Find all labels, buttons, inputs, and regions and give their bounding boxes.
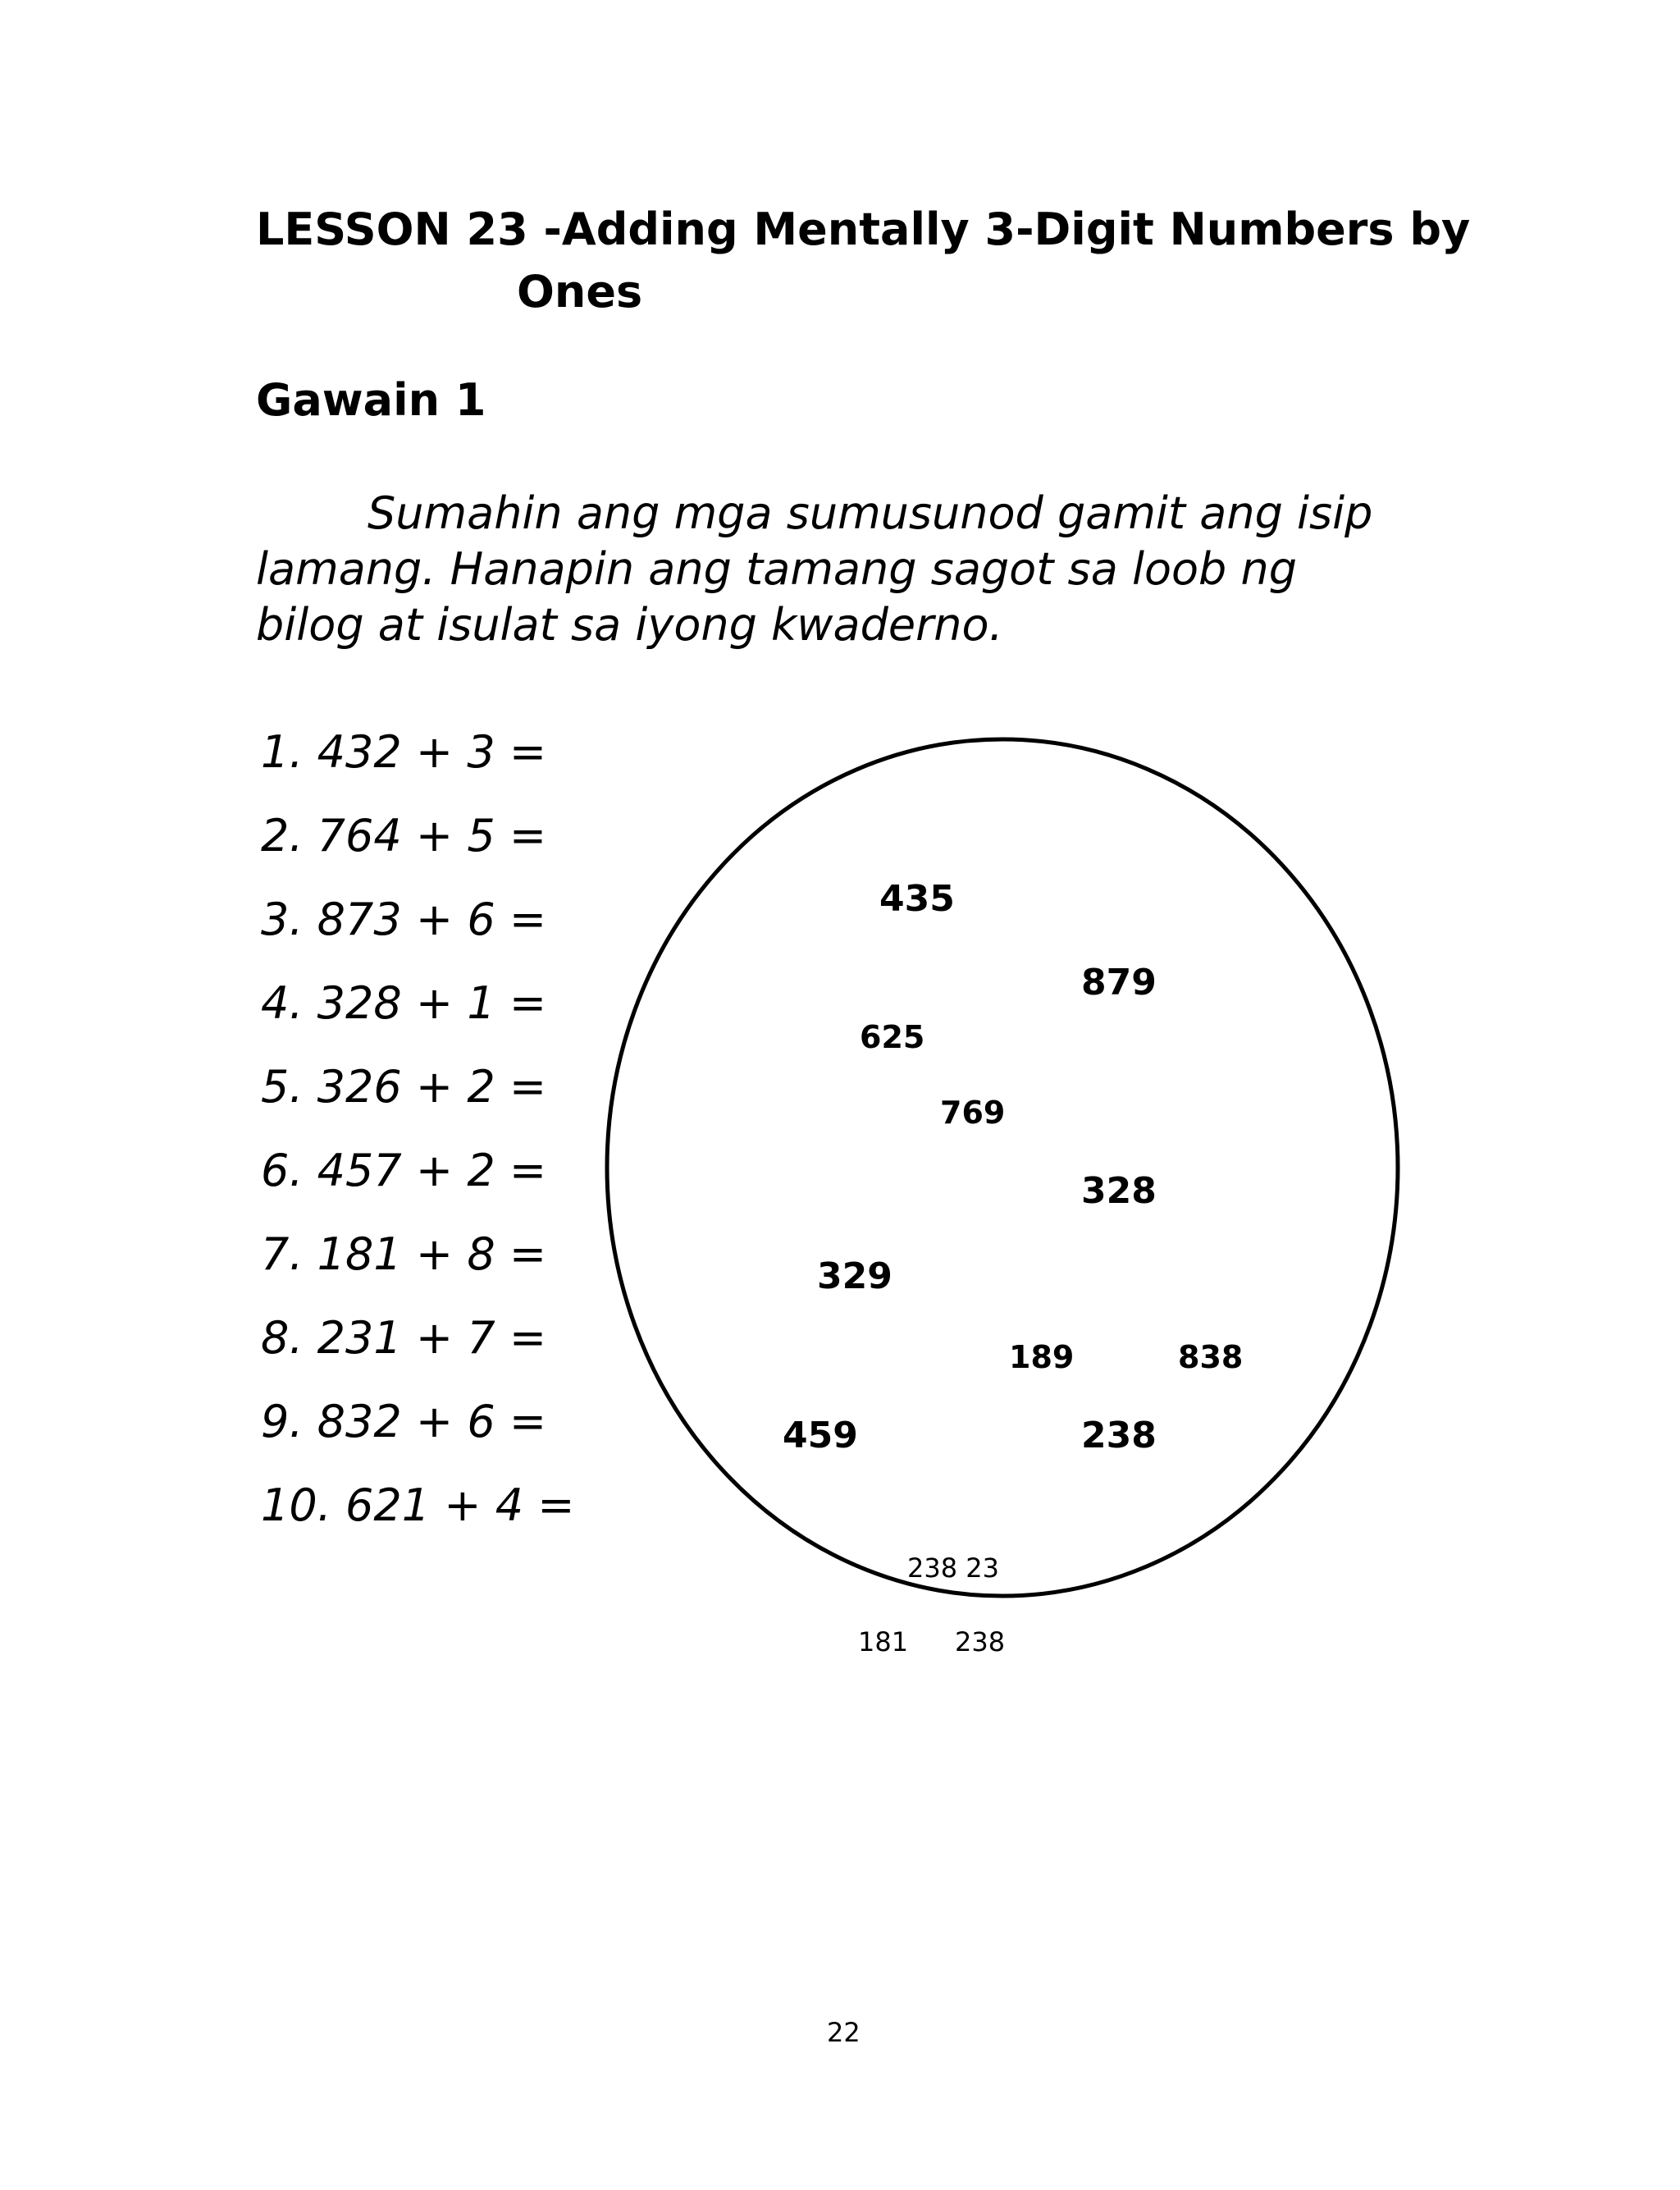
problem-item: 6. 457 + 2 = bbox=[261, 1145, 547, 1196]
circle-number: 435 bbox=[879, 878, 955, 920]
problem-item: 2. 764 + 5 = bbox=[261, 810, 547, 862]
circle-number: 181 bbox=[858, 1626, 909, 1657]
activity-heading: Gawain 1 bbox=[256, 374, 486, 426]
circle-number: 625 bbox=[860, 1019, 925, 1055]
problem-item: 1. 432 + 3 = bbox=[261, 726, 547, 778]
problem-item: 9. 832 + 6 = bbox=[261, 1396, 547, 1447]
circle-number: 238 23 bbox=[907, 1552, 999, 1584]
problem-item: 7. 181 + 8 = bbox=[261, 1228, 547, 1280]
circle-number: 238 bbox=[955, 1626, 1006, 1657]
circle-number: 879 bbox=[1081, 962, 1157, 1004]
instructions bbox=[256, 486, 1421, 653]
circle-number: 838 bbox=[1178, 1339, 1244, 1375]
circle-number: 329 bbox=[817, 1255, 892, 1297]
instructions-line: lamang. Hanapin ang tamang sagot sa loob ng bbox=[256, 543, 1297, 595]
problem-item: 5. 326 + 2 = bbox=[261, 1061, 547, 1113]
problem-list bbox=[261, 724, 574, 1561]
circle-number: 459 bbox=[783, 1415, 858, 1456]
instructions-line: Sumahin ang mga sumusunod gamit ang isip bbox=[368, 487, 1373, 539]
problem-item: 3. 873 + 6 = bbox=[261, 894, 547, 945]
instructions-line: bilog at isulat sa iyong kwaderno. bbox=[256, 599, 1003, 651]
page-number: 22 bbox=[827, 2017, 861, 2048]
circle-number: 189 bbox=[1009, 1339, 1075, 1375]
problem-item: 10. 621 + 4 = bbox=[261, 1479, 575, 1531]
answer-circle-outline bbox=[607, 739, 1398, 1596]
circle-number: 328 bbox=[1081, 1170, 1157, 1212]
circle-number: 769 bbox=[940, 1095, 1006, 1131]
problem-item: 4. 328 + 1 = bbox=[261, 977, 547, 1029]
problem-item: 8. 231 + 7 = bbox=[261, 1312, 547, 1364]
lesson-title-line2: Ones bbox=[517, 266, 643, 318]
circle-number: 238 bbox=[1081, 1415, 1157, 1456]
lesson-title-line1: LESSON 23 -Adding Mentally 3-Digit Numbers by bbox=[256, 203, 1471, 255]
